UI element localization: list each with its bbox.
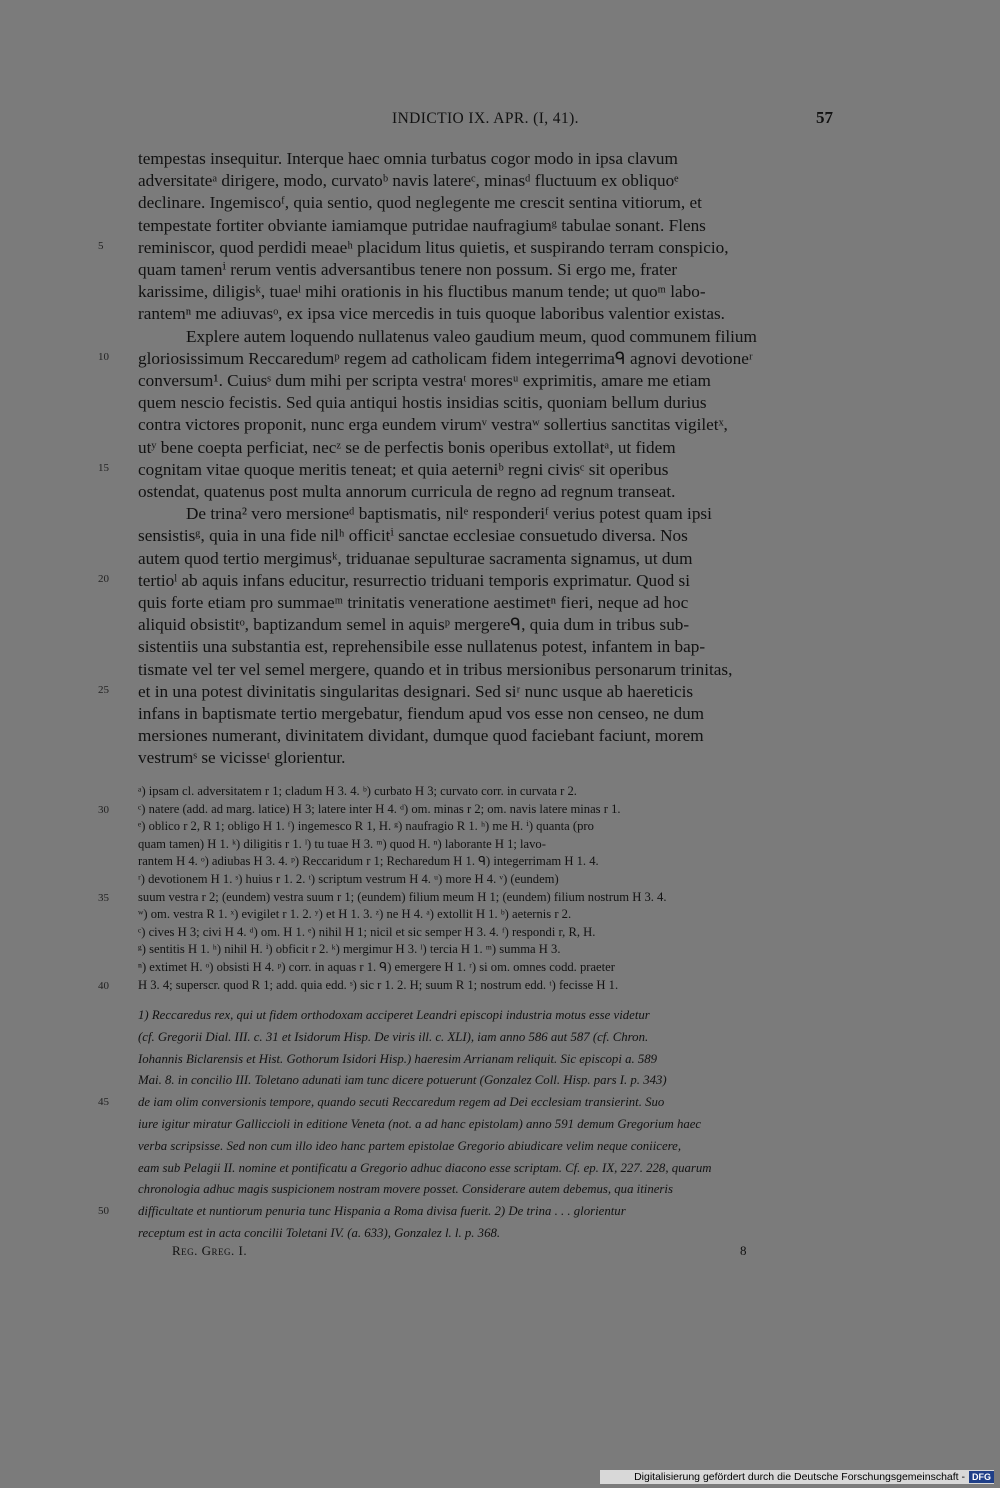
main-line: quem nescio fecistis. Sed quia antiqui hostis insidias scitis, quoniam bellum durius [138, 393, 707, 413]
main-line: autem quod tertio mergimusᵏ, triduanae sepulturae sacramenta signamus, ut dum [138, 548, 693, 568]
note-line: verba scripsisse. Sed non cum illo ideo hanc partem epistolae Gregorio abiudicare velim neque coniicere, [138, 1138, 682, 1153]
digitization-credit [600, 1470, 994, 1484]
fn-line: suum vestra r 2; (eundem) vestra suum r 1; (eundem) filium meum H 1; (eundem) filium nostrum H 3. 4. [138, 889, 667, 904]
main-line: utʸ bene coepta perficiat, necᶻ se de perfectis bonis operibus extollatᵃ, ut fidem [138, 437, 676, 457]
line-number: 45 [98, 1096, 109, 1109]
signature-mark: Reg. Greg. I. [172, 1243, 248, 1258]
main-line: tismate vel ter vel semel mergere, quando et in tribus mersionibus personarum trinitas, [138, 659, 733, 679]
note-line: Iohannis Biclarensis et Hist. Gothorum Isidori Hisp.) haeresim Arrianam reliquit. Sic episcopi a. 589 [138, 1051, 658, 1066]
main-line: contra victores proponit, nunc erga eundem virumᵛ vestraʷ sollertius sanctitas vigiletˣ, [138, 415, 728, 435]
fn-line: H 3. 4; superscr. quod R 1; add. quia edd. ˢ) sic r 1. 2. H; suum R 1; nostrum edd. ᵗ) fecisse H 1. [138, 977, 619, 992]
main-line: adversitateᵃ dirigere, modo, curvatoᵇ navis latereᶜ, minasᵈ fluctuum ex obliquoᵉ [138, 171, 679, 191]
line-number: 25 [98, 683, 109, 696]
note-line: eam sub Pelagii II. nomine et pontificatu a Gregorio adhuc diacono esse scriptam. Cf. ep. IX, 227. 228, quarum [138, 1160, 712, 1175]
running-head: INDICTIO IX. APR. (I, 41). [392, 110, 579, 127]
fn-line: ⁿ) extimet H. ᵒ) obsisti H 4. ᵖ) corr. in aquas r 1. ᑫ) emergere H 1. ʳ) si om. omnes codd. praeter [138, 960, 615, 974]
note-line: receptum est in acta concilii Toletani IV. (a. 633), Gonzalez l. l. p. 368. [138, 1226, 501, 1240]
main-line: quam tamenⁱ rerum ventis adversantibus tenere non possum. Si ergo me, frater [138, 260, 678, 279]
main-line: quis forte etiam pro summaeᵐ trinitatis veneratione aestimetⁿ fieri, neque ad hoc [138, 593, 689, 612]
main-line: sistentiis una substantia est, reprehensibile esse nullatenus potest, infantem in bap- [138, 637, 706, 657]
fn-line: ʷ) om. vestra R 1. ˣ) evigilet r 1. 2. ʸ) et H 1. 3. ᶻ) ne H 4. ᵃ) extollit H 1. ᵇ) aeternis r 2. [138, 907, 572, 922]
main-line: sensistisᵍ, quia in una fide nilʰ officitⁱ sanctae ecclesiae consuetudo diversa. Nos [138, 526, 688, 546]
line-number: 5 [98, 239, 104, 252]
fn-line: quam tamen) H 1. ᵏ) diligitis r 1. ˡ) tu tuae H 3. ᵐ) quod H. ⁿ) laborante H 1; lavo- [138, 836, 546, 851]
main-line: tempestas insequitur. Interque haec omnia turbatus cogor modo in ipsa clavum [138, 149, 678, 168]
line-number: 40 [98, 979, 109, 992]
line-number: 15 [98, 461, 109, 474]
note-line: chronologia adhuc magis suspicionem nostram movere posset. Considerare autem debemus, qua itineris [138, 1182, 673, 1197]
main-line: gloriosissimum Reccaredumᵖ regem ad catholicam fidem integerrimaᑫ agnovi devotioneʳ [138, 348, 753, 368]
main-line: cognitam vitae quoque meritis teneat; et quia aeterniᵇ regni civisᶜ sit operibus [138, 459, 669, 479]
line-number: 50 [98, 1205, 109, 1218]
main-line: conversum¹. Cuiusˢ dum mihi per scripta vestraᵗ moresᵘ exprimitis, amare me etiam [138, 371, 711, 390]
main-line: tertioˡ ab aquis infans educitur, resurrectio triduani temporis exprimatur. Quod si [138, 570, 691, 590]
sheet-number: 8 [740, 1243, 747, 1258]
line-number: 10 [98, 350, 109, 363]
main-line: ostendat, quatenus post multa annorum curricula de regno ad regnum transeat. [138, 482, 676, 501]
main-line: mersiones numerant, divinitatem dividant, dumque quod faciebant faciunt, morem [138, 726, 704, 746]
main-line: et in una potest divinitatis singularitas designari. Sed siʳ nunc usque ab haereticis [138, 681, 694, 701]
fn-line: ʳ) devotionem H 1. ˢ) huius r 1. 2. ᵗ) scriptum vestrum H 4. ᵘ) more H 4. ᵛ) (eundem) [138, 872, 559, 886]
main-line: Explere autem loquendo nullatenus valeo gaudium meum, quod communem filium [186, 326, 757, 346]
page-footer [172, 1243, 792, 1263]
main-line: tempestate fortiter obviante iamiamque putridae naufragiumᵍ tabulae sonant. Flens [138, 215, 706, 235]
line-number: 35 [98, 891, 109, 904]
line-number: 20 [98, 572, 109, 585]
main-line: vestrumˢ se vicisseᵗ glorientur. [138, 748, 346, 768]
note-line: iure igitur miratur Galliccioli in editione Veneta (not. a ad hanc epistolam) anno 591 demum Gregorium haec [138, 1117, 702, 1131]
main-line: reminiscor, quod perdidi meaeʰ placidum litus quietis, et suspirando terram conspicio, [138, 237, 729, 257]
fn-line: ᶜ) natere (add. ad marg. latice) H 3; latere inter H 4. ᵈ) om. minas r 2; om. navis latere minas r 1. [138, 801, 621, 816]
note-line: de iam olim conversionis tempore, quando secuti Reccaredum regem ad Dei ecclesiam transierint. Suo [138, 1095, 665, 1110]
main-line: karissime, diligisᵏ, tuaeˡ mihi orationis in his fluctibus manum tende; ut quoᵐ labo- [138, 282, 706, 302]
main-line: infans in baptismate tertio mergebatur, fiendum apud vos esse non censeo, ne dum [138, 704, 705, 723]
line-number: 30 [98, 803, 109, 816]
page-number: 57 [816, 108, 833, 127]
note-line: 1) Reccaredus rex, qui ut fidem orthodoxam acciperet Leandri episcopi industria motus esse videtur [138, 1008, 650, 1022]
main-line: rantemⁿ me adiuvasᵒ, ex ipsa vice mercedis in tuis quoque laboribus valentior existas. [138, 304, 725, 324]
fn-line: ᵉ) oblico r 2, R 1; obligo H 1. ᶠ) ingemesco R 1, H. ᵍ) naufragio R 1. ʰ) me H. ⁱ) quanta (pro [138, 819, 594, 834]
fn-line: ᵃ) ipsam cl. adversitatem r 1; cladum H 3. 4. ᵇ) curbato H 3; curvato corr. in curvata r 2. [138, 784, 577, 798]
main-line: declinare. Ingemiscoᶠ, quia sentio, quod neglegente me crescit sentina vitiorum, et [138, 193, 702, 213]
credit-text: Digitalisierung gefördert durch die Deutsche Forschungsgemeinschaft - [634, 1471, 965, 1483]
fn-line: ᶜ) cives H 3; civi H 4. ᵈ) om. H 1. ᵉ) nihil H 1; nicil et sic semper H 3. 4. ᶠ) respondi r, R, H. [138, 924, 596, 939]
dfg-logo: DFG [969, 1471, 994, 1483]
fn-line: rantem H 4. ᵒ) adiubas H 3. 4. ᵖ) Reccaridum r 1; Recharedum H 1. ᑫ) integerrimam H 1. 4. [138, 854, 599, 869]
main-line: aliquid obsistitᵒ, baptizandum semel in aquisᵖ mergereᑫ, quia dum in tribus sub- [138, 615, 690, 635]
main-line: De trina² vero mersioneᵈ baptismatis, nilᵉ responderiᶠ verius potest quam ipsi [186, 504, 712, 524]
note-line: (cf. Gregorii Dial. III. c. 31 et Isidorum Hisp. De viris ill. c. XLI), iam anno 586 aut 587 (cf. Chron. [138, 1029, 649, 1044]
fn-line: ᵍ) sentitis H 1. ʰ) nihil H. ⁱ) obficit r 2. ᵏ) mergimur H 3. ˡ) tercia H 1. ᵐ) summa H 3. [138, 942, 561, 957]
note-line: difficultate et nuntiorum penuria tunc Hispania a Roma divisa fuerit. 2) De trina . . . glorientur [138, 1204, 626, 1219]
page-header [138, 110, 833, 134]
note-line: Mai. 8. in concilio III. Toletano adunati iam tunc dicere potuerunt (Gonzalez Coll. Hisp. pars I. p. 343) [138, 1073, 667, 1088]
